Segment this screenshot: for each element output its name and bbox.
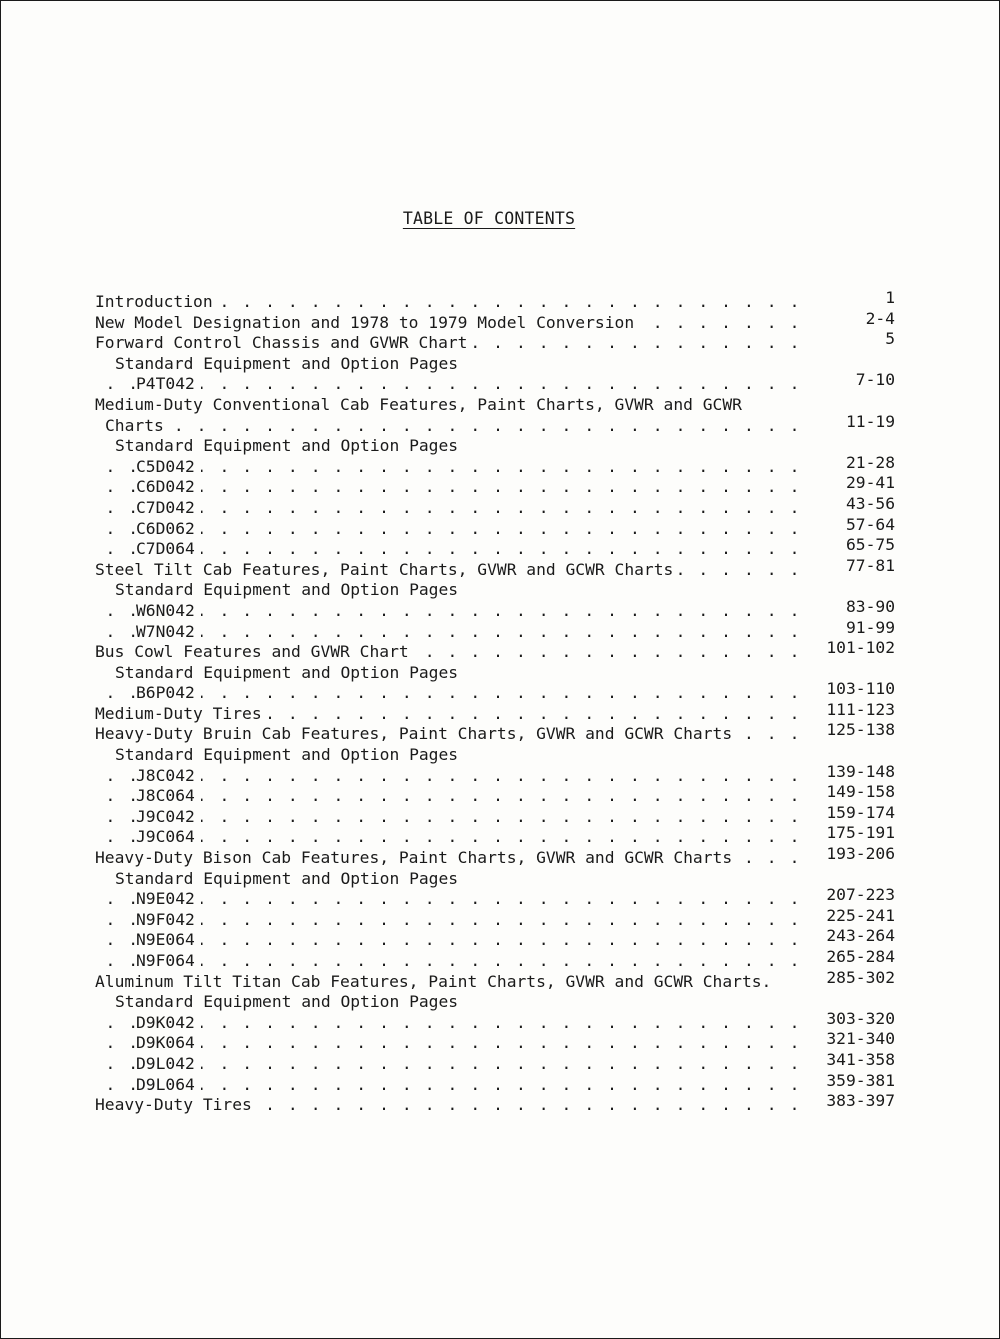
- dot-leader: [95, 622, 801, 643]
- toc-entry: [95, 617, 895, 643]
- toc-entry-page: 139-148: [826, 761, 895, 781]
- toc-list: [95, 288, 895, 1116]
- dot-leader: [95, 1033, 801, 1054]
- toc-entry-page: 21-28: [845, 452, 895, 472]
- toc-entry-label: Standard Equipment and Option Pages: [115, 869, 464, 890]
- toc-entry: [95, 452, 895, 478]
- dot-leader: [95, 477, 801, 498]
- toc-entry-page: 149-158: [826, 782, 895, 802]
- toc-entry-label: Standard Equipment and Option Pages: [115, 992, 464, 1013]
- toc-entry: [95, 720, 895, 745]
- toc-entry-label: D9K042: [136, 1013, 201, 1034]
- toc-entry-page: 5: [885, 329, 895, 349]
- toc-entry-page: 383-397: [826, 1091, 895, 1111]
- toc-entry-page: 11-19: [845, 411, 895, 431]
- toc-entry: [95, 1049, 895, 1075]
- toc-entry-label: Aluminum Tilt Titan Cab Features, Paint Charts, GVWR and GCWR Charts.: [95, 972, 777, 993]
- toc-entry-label: N9F064: [136, 951, 201, 972]
- toc-entry-label: Forward Control Chassis and GVWR Chart: [95, 333, 473, 354]
- toc-entry-page: 103-110: [826, 679, 895, 699]
- toc-entry: [95, 947, 895, 972]
- toc-entry-label: J9C064: [136, 827, 201, 848]
- toc-entry: [95, 493, 895, 519]
- toc-entry-page: 29-41: [845, 473, 895, 493]
- toc-entry: [95, 823, 895, 848]
- toc-entry-label: P4T042: [136, 374, 201, 395]
- toc-entry-page: 91-99: [845, 617, 895, 637]
- toc-entry: [95, 596, 895, 622]
- toc-entry-label: W7N042: [136, 622, 201, 643]
- toc-entry: [95, 288, 895, 313]
- page-title: [1, 209, 977, 228]
- toc-entry: [95, 663, 895, 684]
- toc-entry: [95, 782, 895, 807]
- toc-entry: [95, 354, 895, 375]
- toc-entry: [95, 802, 895, 828]
- toc-entry-label: Heavy-Duty Bison Cab Features, Paint Charts, GVWR and GCWR Charts: [95, 848, 738, 869]
- toc-entry: [95, 308, 895, 334]
- toc-entry-label: Standard Equipment and Option Pages: [115, 745, 464, 766]
- toc-entry: [95, 679, 895, 704]
- toc-entry-label: Heavy-Duty Tires: [95, 1095, 258, 1116]
- toc-entry: [95, 370, 895, 395]
- dot-leader: [95, 1054, 801, 1075]
- toc-entry-page: 57-64: [845, 514, 895, 534]
- toc-entry: [95, 555, 895, 581]
- toc-entry-page: 175-191: [826, 823, 895, 843]
- toc-entry-label: Standard Equipment and Option Pages: [115, 354, 464, 375]
- toc-entry-page: 77-81: [845, 555, 895, 575]
- toc-entry: [95, 473, 895, 498]
- dot-leader: [95, 601, 801, 622]
- toc-entry-label: D9L064: [136, 1075, 201, 1096]
- toc-entry: [95, 926, 895, 951]
- toc-entry-label: New Model Designation and 1978 to 1979 Model Conversion: [95, 313, 640, 334]
- dot-leader: [95, 457, 801, 478]
- dot-leader: [95, 1013, 801, 1034]
- toc-entry-page: 65-75: [845, 535, 895, 555]
- toc-entry-page: 7-10: [855, 370, 895, 390]
- toc-entry-page: 303-320: [826, 1008, 895, 1028]
- toc-entry-page: 193-206: [826, 844, 895, 864]
- toc-entry: [95, 745, 895, 766]
- dot-leader: [95, 539, 801, 560]
- toc-entry: [95, 411, 895, 437]
- toc-entry: [95, 699, 895, 725]
- toc-entry-label: D9L042: [136, 1054, 201, 1075]
- toc-entry-label: D9K064: [136, 1033, 201, 1054]
- dot-leader: [95, 889, 801, 910]
- toc-entry-label: N9E042: [136, 889, 201, 910]
- toc-entry: [95, 1029, 895, 1054]
- toc-entry-page: 285-302: [826, 967, 895, 987]
- toc-entry-label: Medium-Duty Conventional Cab Features, Paint Charts, GVWR and GCWR: [95, 395, 748, 416]
- toc-entry-label: Standard Equipment and Option Pages: [115, 663, 464, 684]
- toc-entry: [95, 1008, 895, 1034]
- toc-entry: [95, 395, 895, 416]
- toc-entry-page: 125-138: [826, 720, 895, 740]
- dot-leader: [95, 683, 801, 704]
- toc-entry-label: Standard Equipment and Option Pages: [115, 436, 464, 457]
- dot-leader: [95, 827, 801, 848]
- toc-entry-page: 159-174: [826, 802, 895, 822]
- toc-entry-label: C6D042: [136, 477, 201, 498]
- toc-entry-label: C5D042: [136, 457, 201, 478]
- dot-leader: [95, 786, 801, 807]
- toc-entry-label: W6N042: [136, 601, 201, 622]
- toc-entry-label: J9C042: [136, 807, 201, 828]
- toc-entry-label: C7D042: [136, 498, 201, 519]
- toc-entry-page: 321-340: [826, 1029, 895, 1049]
- toc-entry-page: 43-56: [845, 493, 895, 513]
- toc-entry-page: 359-381: [826, 1070, 895, 1090]
- toc-entry: [95, 1070, 895, 1096]
- dot-leader: [95, 498, 801, 519]
- toc-entry-label: Heavy-Duty Bruin Cab Features, Paint Charts, GVWR and GCWR Charts: [95, 724, 738, 745]
- toc-entry-label: Steel Tilt Cab Features, Paint Charts, GVWR and GCWR Charts: [95, 560, 679, 581]
- toc-entry-label: C7D064: [136, 539, 201, 560]
- toc-entry: [95, 535, 895, 560]
- toc-entry: [95, 436, 895, 457]
- toc-entry-page: 207-223: [826, 885, 895, 905]
- toc-entry: [95, 992, 895, 1013]
- dot-leader: [95, 416, 801, 437]
- dot-leader: [95, 930, 801, 951]
- toc-entry-label: Introduction: [95, 292, 219, 313]
- toc-entry: [95, 638, 895, 663]
- toc-entry-page: 265-284: [826, 947, 895, 966]
- toc-entry-label: C6D062: [136, 519, 201, 540]
- title-text: TABLE OF CONTENTS: [402, 209, 576, 228]
- toc-entry-label: Medium-Duty Tires: [95, 704, 268, 725]
- toc-entry: [95, 580, 895, 601]
- dot-leader: [95, 951, 801, 972]
- toc-entry: [95, 905, 895, 931]
- toc-entry-page: 2-4: [865, 308, 895, 328]
- toc-entry-label: Charts: [105, 416, 170, 437]
- toc-entry-page: 83-90: [845, 596, 895, 616]
- toc-entry-page: 225-241: [826, 905, 895, 925]
- dot-leader: [95, 1075, 801, 1096]
- dot-leader: [95, 910, 801, 931]
- toc-entry: [95, 761, 895, 787]
- toc-entry: [95, 514, 895, 540]
- toc-entry-page: 243-264: [826, 926, 895, 946]
- toc-entry: [95, 844, 895, 869]
- toc-entry-label: J8C064: [136, 786, 201, 807]
- dot-leader: [95, 807, 801, 828]
- dot-leader: [95, 766, 801, 787]
- toc-entry: [95, 967, 895, 993]
- toc-entry-page: 111-123: [826, 699, 895, 719]
- toc-entry-label: B6P042: [136, 683, 201, 704]
- toc-entry-page: 341-358: [826, 1049, 895, 1069]
- dot-leader: [95, 519, 801, 540]
- toc-entry-page: 1: [885, 288, 895, 307]
- toc-entry: [95, 885, 895, 910]
- toc-entry-label: N9F042: [136, 910, 201, 931]
- toc-entry: [95, 1091, 895, 1116]
- toc-entry-label: Bus Cowl Features and GVWR Chart: [95, 642, 415, 663]
- toc-entry-label: Standard Equipment and Option Pages: [115, 580, 464, 601]
- dot-leader: [95, 374, 801, 395]
- toc-entry: [95, 329, 895, 354]
- toc-entry-label: N9E064: [136, 930, 201, 951]
- toc-entry-page: 101-102: [826, 638, 895, 658]
- toc-entry: [95, 869, 895, 890]
- toc-entry-label: J8C042: [136, 766, 201, 787]
